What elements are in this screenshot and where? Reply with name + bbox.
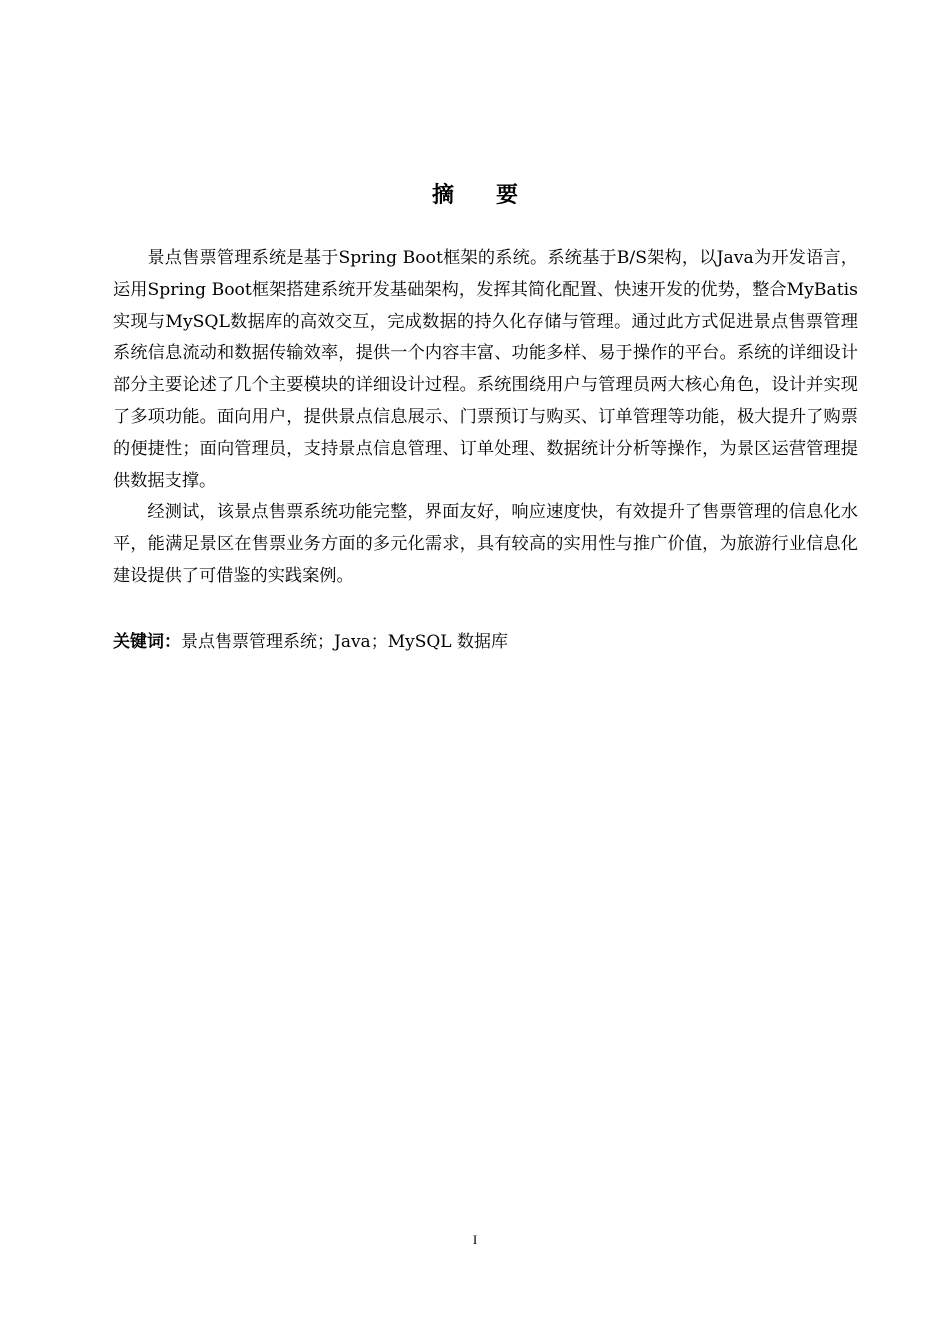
- abstract-title: [0, 178, 950, 209]
- keywords-label: 关键词：: [113, 632, 181, 652]
- keywords-value: 景点售票管理系统；Java；MySQL 数据库: [181, 632, 508, 652]
- abstract-paragraph-1: 景点售票管理系统是基于Spring Boot框架的系统。系统基于B/S架构，以Java为开发语言，运用Spring Boot框架搭建系统开发基础架构，发挥其简化配置、快速开发的优势，整合MyBatis实现与MySQL数据库的高效交互，完成数据的持久化存储与管理。通过此方式促进景点售票管理系统信息流动和数据传输效率，提供一个内容丰富、功能多样、易于操作的平台。系统的详细设计部分主要论述了几个主要模块的详细设计过程。系统围绕用户与管理员两大核心角色，设计并实现了多项功能。面向用户，提供景点信息展示、门票预订与购买、订单管理等功能，极大提升了购票的便捷性；面向管理员，支持景点信息管理、订单处理、数据统计分析等操作，为景区运营管理提供数据支撑。: [113, 248, 858, 491]
- page-number: I: [472, 1232, 478, 1247]
- title-char-1: 摘: [431, 183, 454, 208]
- title-char-2: 要: [496, 183, 519, 208]
- abstract-paragraph-2: 经测试，该景点售票系统功能完整，界面友好，响应速度快，有效提升了售票管理的信息化水平，能满足景区在售票业务方面的多元化需求，具有较高的实用性与推广价值，为旅游行业信息化建设提供了可借鉴的实践案例。: [113, 502, 858, 586]
- abstract-body: [113, 243, 858, 593]
- keywords-line: [113, 627, 858, 658]
